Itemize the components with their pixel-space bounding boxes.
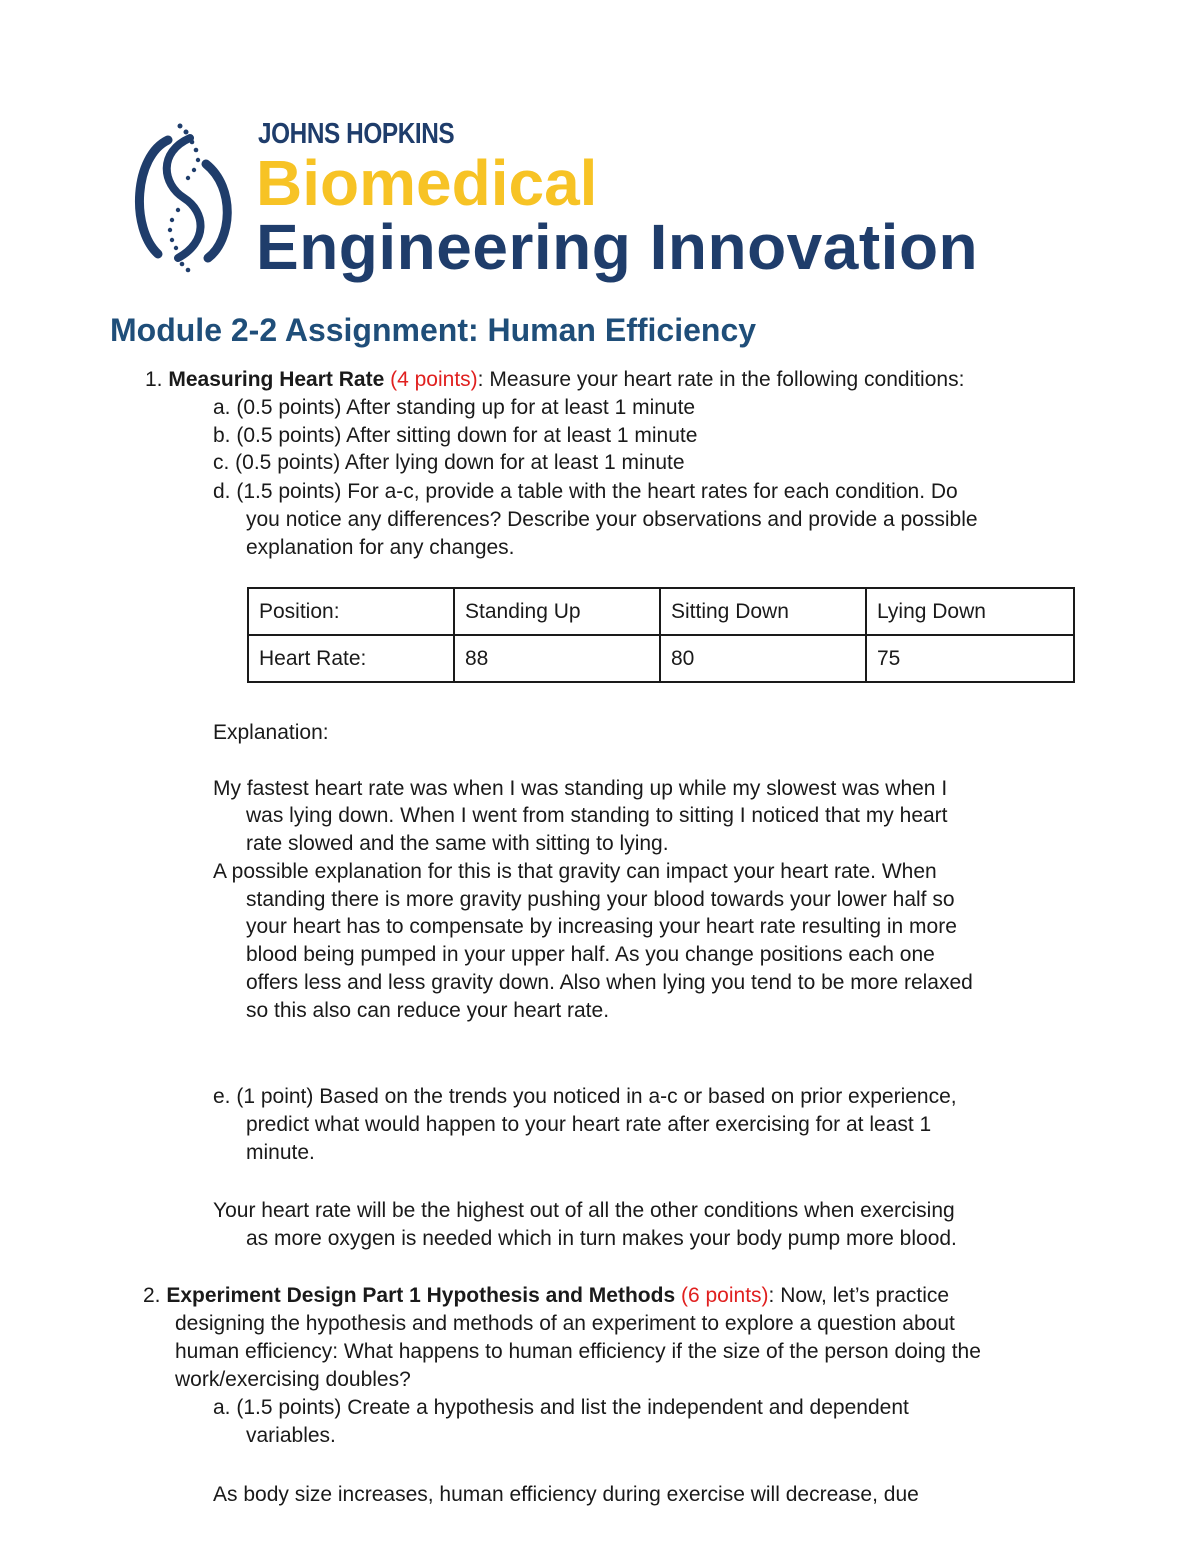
table-row xyxy=(248,635,1074,682)
q2-prompt-line2: designing the hypothesis and methods of an experiment to explore a question about xyxy=(175,1312,955,1335)
q1-item-b: b. (0.5 points) After sitting down for at least 1 minute xyxy=(213,424,698,447)
q1-item-e-line1: e. (1 point) Based on the trends you noticed in a-c or based on prior experience, xyxy=(213,1085,957,1108)
q2-prompt-line4: work/exercising doubles? xyxy=(175,1368,411,1391)
table-cell: Standing Up xyxy=(454,588,660,635)
explanation-text: standing there is more gravity pushing your blood towards your lower half so xyxy=(246,888,955,911)
explanation-text: My fastest heart rate was when I was standing up while my slowest was when I xyxy=(213,777,948,800)
q1-heading: Measuring Heart Rate xyxy=(168,368,385,391)
q2-points: (6 points) xyxy=(680,1284,769,1307)
q1-item-d-line2: you notice any differences? Describe your observations and provide a possible xyxy=(246,508,978,531)
q2-item-a-line1: a. (1.5 points) Create a hypothesis and list the independent and dependent xyxy=(213,1396,909,1419)
table-cell: Heart Rate: xyxy=(248,635,454,682)
q1-prompt: : Measure your heart rate in the following conditions: xyxy=(477,368,965,391)
explanation-text: rate slowed and the same with sitting to lying. xyxy=(246,832,669,855)
table-cell: 75 xyxy=(866,635,1074,682)
page-title: Module 2-2 Assignment: Human Efficiency xyxy=(110,312,757,348)
q1-item-d-line3: explanation for any changes. xyxy=(246,536,515,559)
explanation-text: offers less and less gravity down. Also when lying you tend to be more relaxed xyxy=(246,971,973,994)
q1-e-answer: as more oxygen is needed which in turn makes your body pump more blood. xyxy=(246,1227,957,1250)
q1-e-answer: Your heart rate will be the highest out of all the other conditions when exercising xyxy=(213,1199,955,1222)
explanation-text: blood being pumped in your upper half. As you change positions each one xyxy=(246,943,935,966)
q1-item-d-line1: d. (1.5 points) For a-c, provide a table with the heart rates for each condition. Do xyxy=(213,480,958,503)
logo-line-biomedical: Biomedical xyxy=(256,147,598,219)
q1-number: 1. xyxy=(145,368,163,391)
explanation-text: so this also can reduce your heart rate. xyxy=(246,999,610,1022)
table-cell: Position: xyxy=(248,588,454,635)
table-cell: 80 xyxy=(660,635,866,682)
q1-points: (4 points) xyxy=(390,368,478,391)
explanation-text: your heart has to compensate by increasing your heart rate resulting in more xyxy=(246,915,957,938)
q1-item-e-line3: minute. xyxy=(246,1141,315,1164)
q1-item-c: c. (0.5 points) After lying down for at least 1 minute xyxy=(213,451,685,474)
logo-org-name: JOHNS HOPKINS xyxy=(258,118,455,150)
logo-line-engineering: Engineering Innovation xyxy=(256,211,979,283)
q1-line xyxy=(145,366,964,394)
table-cell: 88 xyxy=(454,635,660,682)
explanation-text: A possible explanation for this is that gravity can impact your heart rate. When xyxy=(213,860,937,883)
table-cell: Sitting Down xyxy=(660,588,866,635)
q2-prompt-line3: human efficiency: What happens to human efficiency if the size of the person doing the xyxy=(175,1340,981,1363)
q2-number: 2. xyxy=(143,1284,161,1307)
heart-rate-table xyxy=(247,587,1075,683)
table-cell: Lying Down xyxy=(866,588,1074,635)
table-row xyxy=(248,588,1074,635)
q2-prompt: : Now, let’s practice xyxy=(768,1284,950,1307)
q1-item-e-line2: predict what would happen to your heart rate after exercising for at least 1 xyxy=(246,1113,932,1136)
explanation-label: Explanation: xyxy=(213,721,329,744)
dna-helix-icon xyxy=(128,118,250,278)
q2-line xyxy=(143,1282,949,1310)
q1-item-a: a. (0.5 points) After standing up for at least 1 minute xyxy=(213,396,696,419)
q2-item-a-line2: variables. xyxy=(246,1424,336,1447)
q2-heading: Experiment Design Part 1 Hypothesis and Methods xyxy=(166,1284,676,1307)
q2-a-answer: As body size increases, human efficiency during exercise will decrease, due xyxy=(213,1483,919,1506)
explanation-text: was lying down. When I went from standing to sitting I noticed that my heart xyxy=(246,804,948,827)
